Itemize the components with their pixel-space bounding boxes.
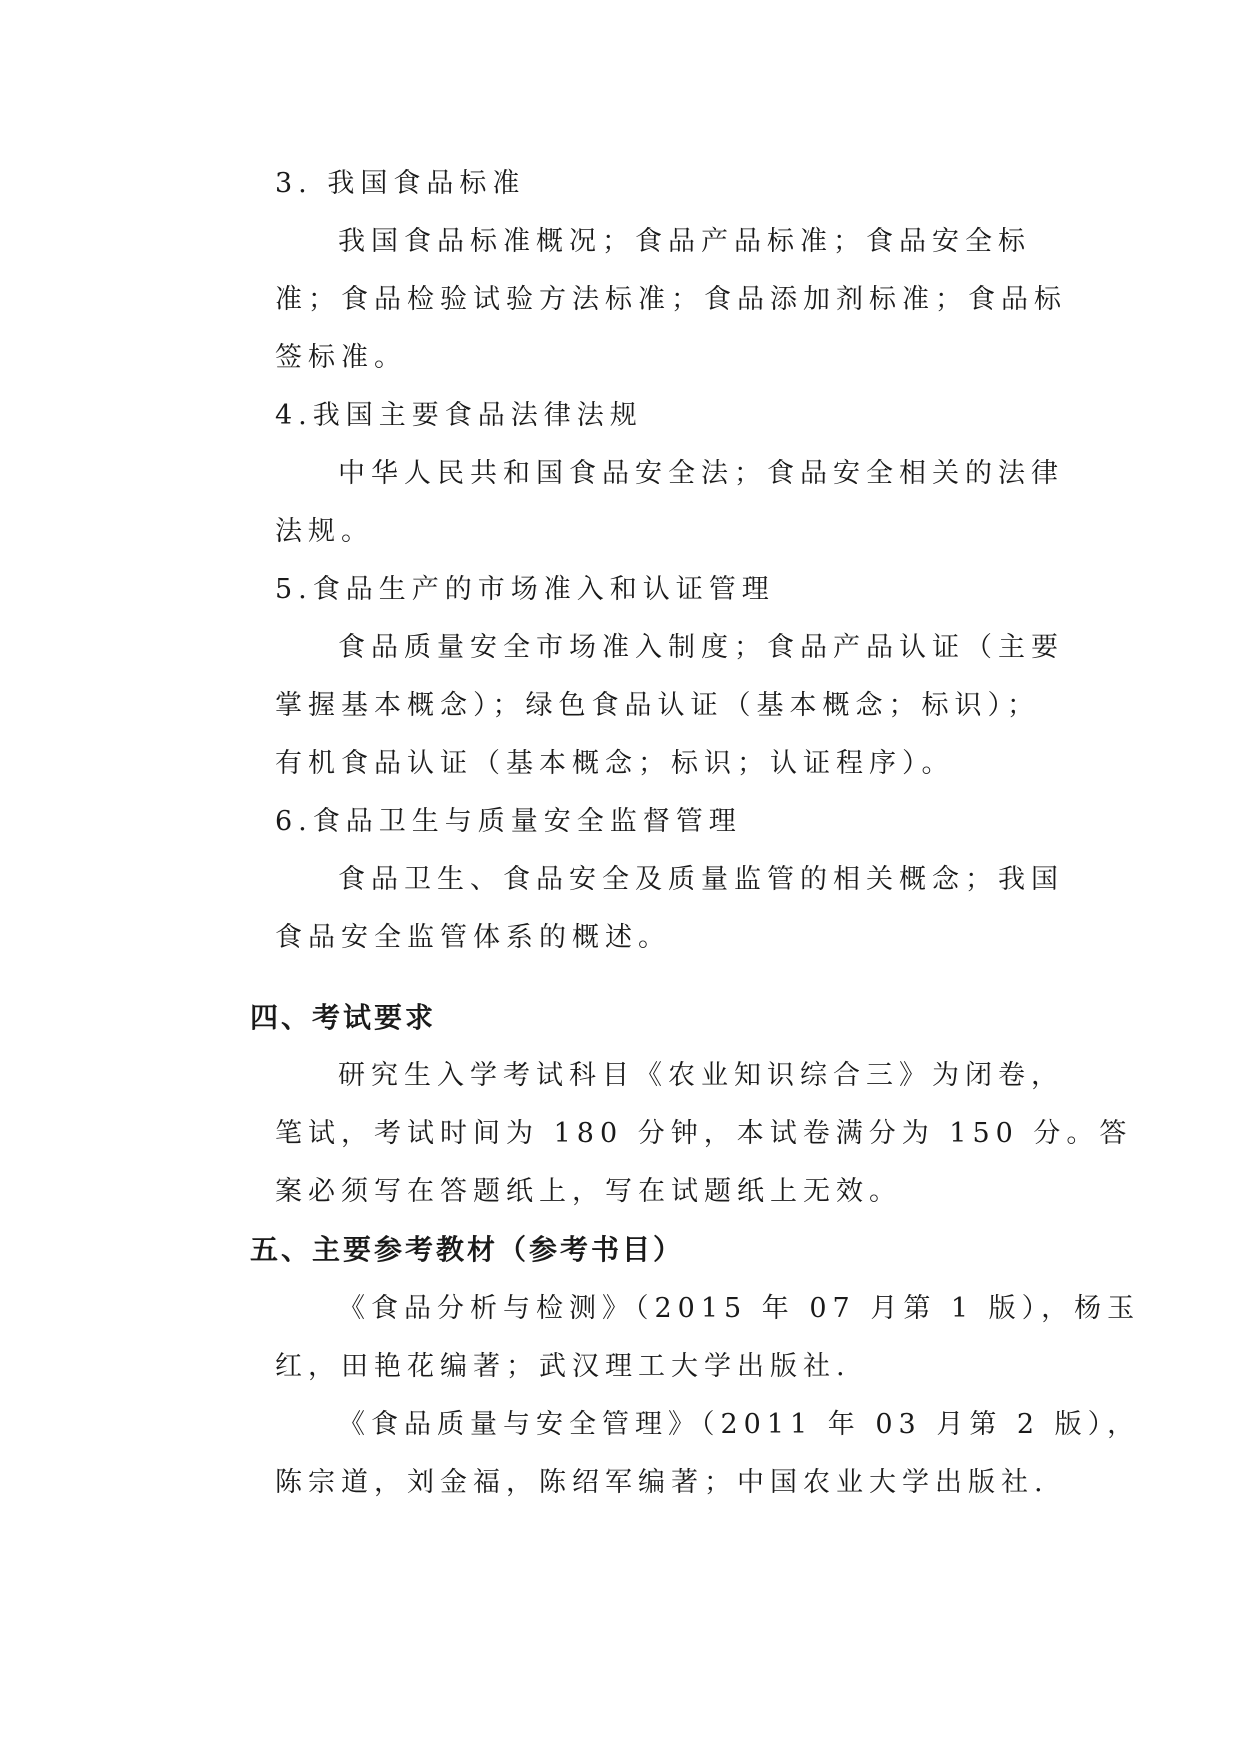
section-6-body-line-2: 食品安全监管体系的概述。: [275, 922, 671, 953]
exam-heading: 四、考试要求: [250, 1001, 437, 1034]
reference-1-line-1: 《食品分析与检测》（2015 年 07 月第 1 版），杨玉: [338, 1293, 1141, 1324]
exam-body-line-1: 研究生入学考试科目《农业知识综合三》为闭卷，: [338, 1060, 1064, 1091]
section-4-body-line-2: 法规。: [275, 516, 374, 547]
section-5-body-line-1: 食品质量安全市场准入制度；食品产品认证（主要: [338, 632, 1064, 663]
exam-body-line-2: 笔试，考试时间为 180 分钟，本试卷满分为 150 分。答: [275, 1118, 1133, 1149]
section-3-body-line-3: 签标准。: [275, 342, 407, 373]
section-5-body-line-3: 有机食品认证（基本概念；标识；认证程序）。: [275, 748, 955, 779]
section-6-title: 6.食品卫生与质量安全监督管理: [275, 806, 742, 837]
exam-body-line-3: 案必须写在答题纸上，写在试题纸上无效。: [275, 1176, 902, 1207]
references-heading: 五、主要参考教材（参考书目）: [250, 1233, 685, 1266]
reference-2-line-1: 《食品质量与安全管理》（2011 年 03 月第 2 版），: [338, 1409, 1141, 1440]
section-5-body-line-2: 掌握基本概念）；绿色食品认证（基本概念；标识）；: [275, 690, 1040, 721]
section-4-title: 4.我国主要食品法律法规: [275, 400, 643, 431]
section-3-body-line-1: 我国食品标准概况；食品产品标准；食品安全标: [338, 226, 1031, 257]
section-4-body-line-1: 中华人民共和国食品安全法；食品安全相关的法律: [338, 458, 1064, 489]
section-5-title: 5.食品生产的市场准入和认证管理: [275, 574, 775, 605]
section-3-title: 3. 我国食品标准: [275, 168, 526, 199]
reference-1-line-2: 红，田艳花编著；武汉理工大学出版社.: [275, 1351, 851, 1382]
reference-2-line-2: 陈宗道，刘金福，陈绍军编著；中国农业大学出版社.: [275, 1467, 1049, 1498]
section-3-body-line-2: 准；食品检验试验方法标准；食品添加剂标准；食品标: [275, 284, 1067, 315]
section-6-body-line-1: 食品卫生、食品安全及质量监管的相关概念；我国: [338, 864, 1064, 895]
